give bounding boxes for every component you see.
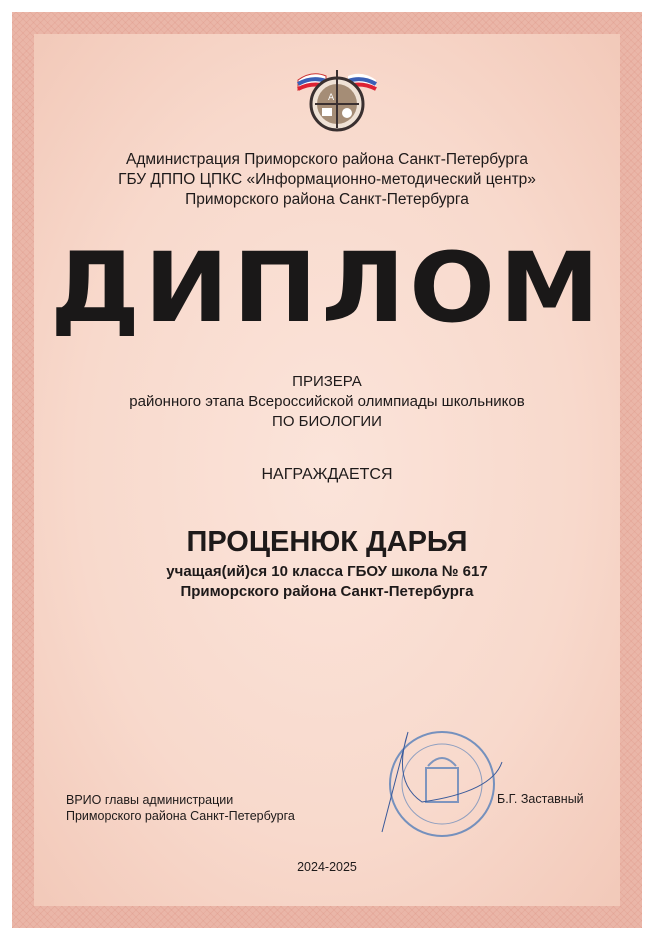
signatory-name: Б.Г. Заставный: [497, 792, 584, 806]
diploma-subtitle: [0, 372, 654, 432]
diploma-title: ДИПЛОМ: [50, 232, 604, 344]
signatory-position: [66, 792, 295, 824]
official-stamp-icon: [362, 722, 512, 842]
recipient-details: [0, 562, 654, 602]
olympiad-logo-icon: [290, 62, 385, 137]
header-line: ГБУ ДППО ЦПКС «Информационно-методический центр»: [118, 171, 536, 188]
issuer-header: [0, 150, 654, 210]
awarded-label: НАГРАЖДАЕТСЯ: [261, 466, 393, 483]
academic-year: 2024-2025: [297, 860, 357, 874]
recipient-name: ПРОЦЕНЮК ДАРЬЯ: [186, 526, 468, 558]
recipient-class: учащая(ий)ся 10 класса ГБОУ школа № 617: [166, 563, 488, 580]
position-line: ВРИО главы администрации: [66, 793, 234, 807]
subtitle-line: ПРИЗЕРА: [292, 373, 362, 390]
header-line: Приморского района Санкт-Петербурга: [185, 191, 469, 208]
subtitle-line: районного этапа Всероссийской олимпиады школьников: [129, 393, 525, 410]
subtitle-line: ПО БИОЛОГИИ: [272, 413, 382, 430]
header-line: Администрация Приморского района Санкт-Петербурга: [126, 151, 528, 168]
recipient-district: Приморского района Санкт-Петербурга: [180, 583, 474, 600]
position-line: Приморского района Санкт-Петербурга: [66, 809, 295, 823]
svg-text:A: A: [328, 93, 335, 103]
